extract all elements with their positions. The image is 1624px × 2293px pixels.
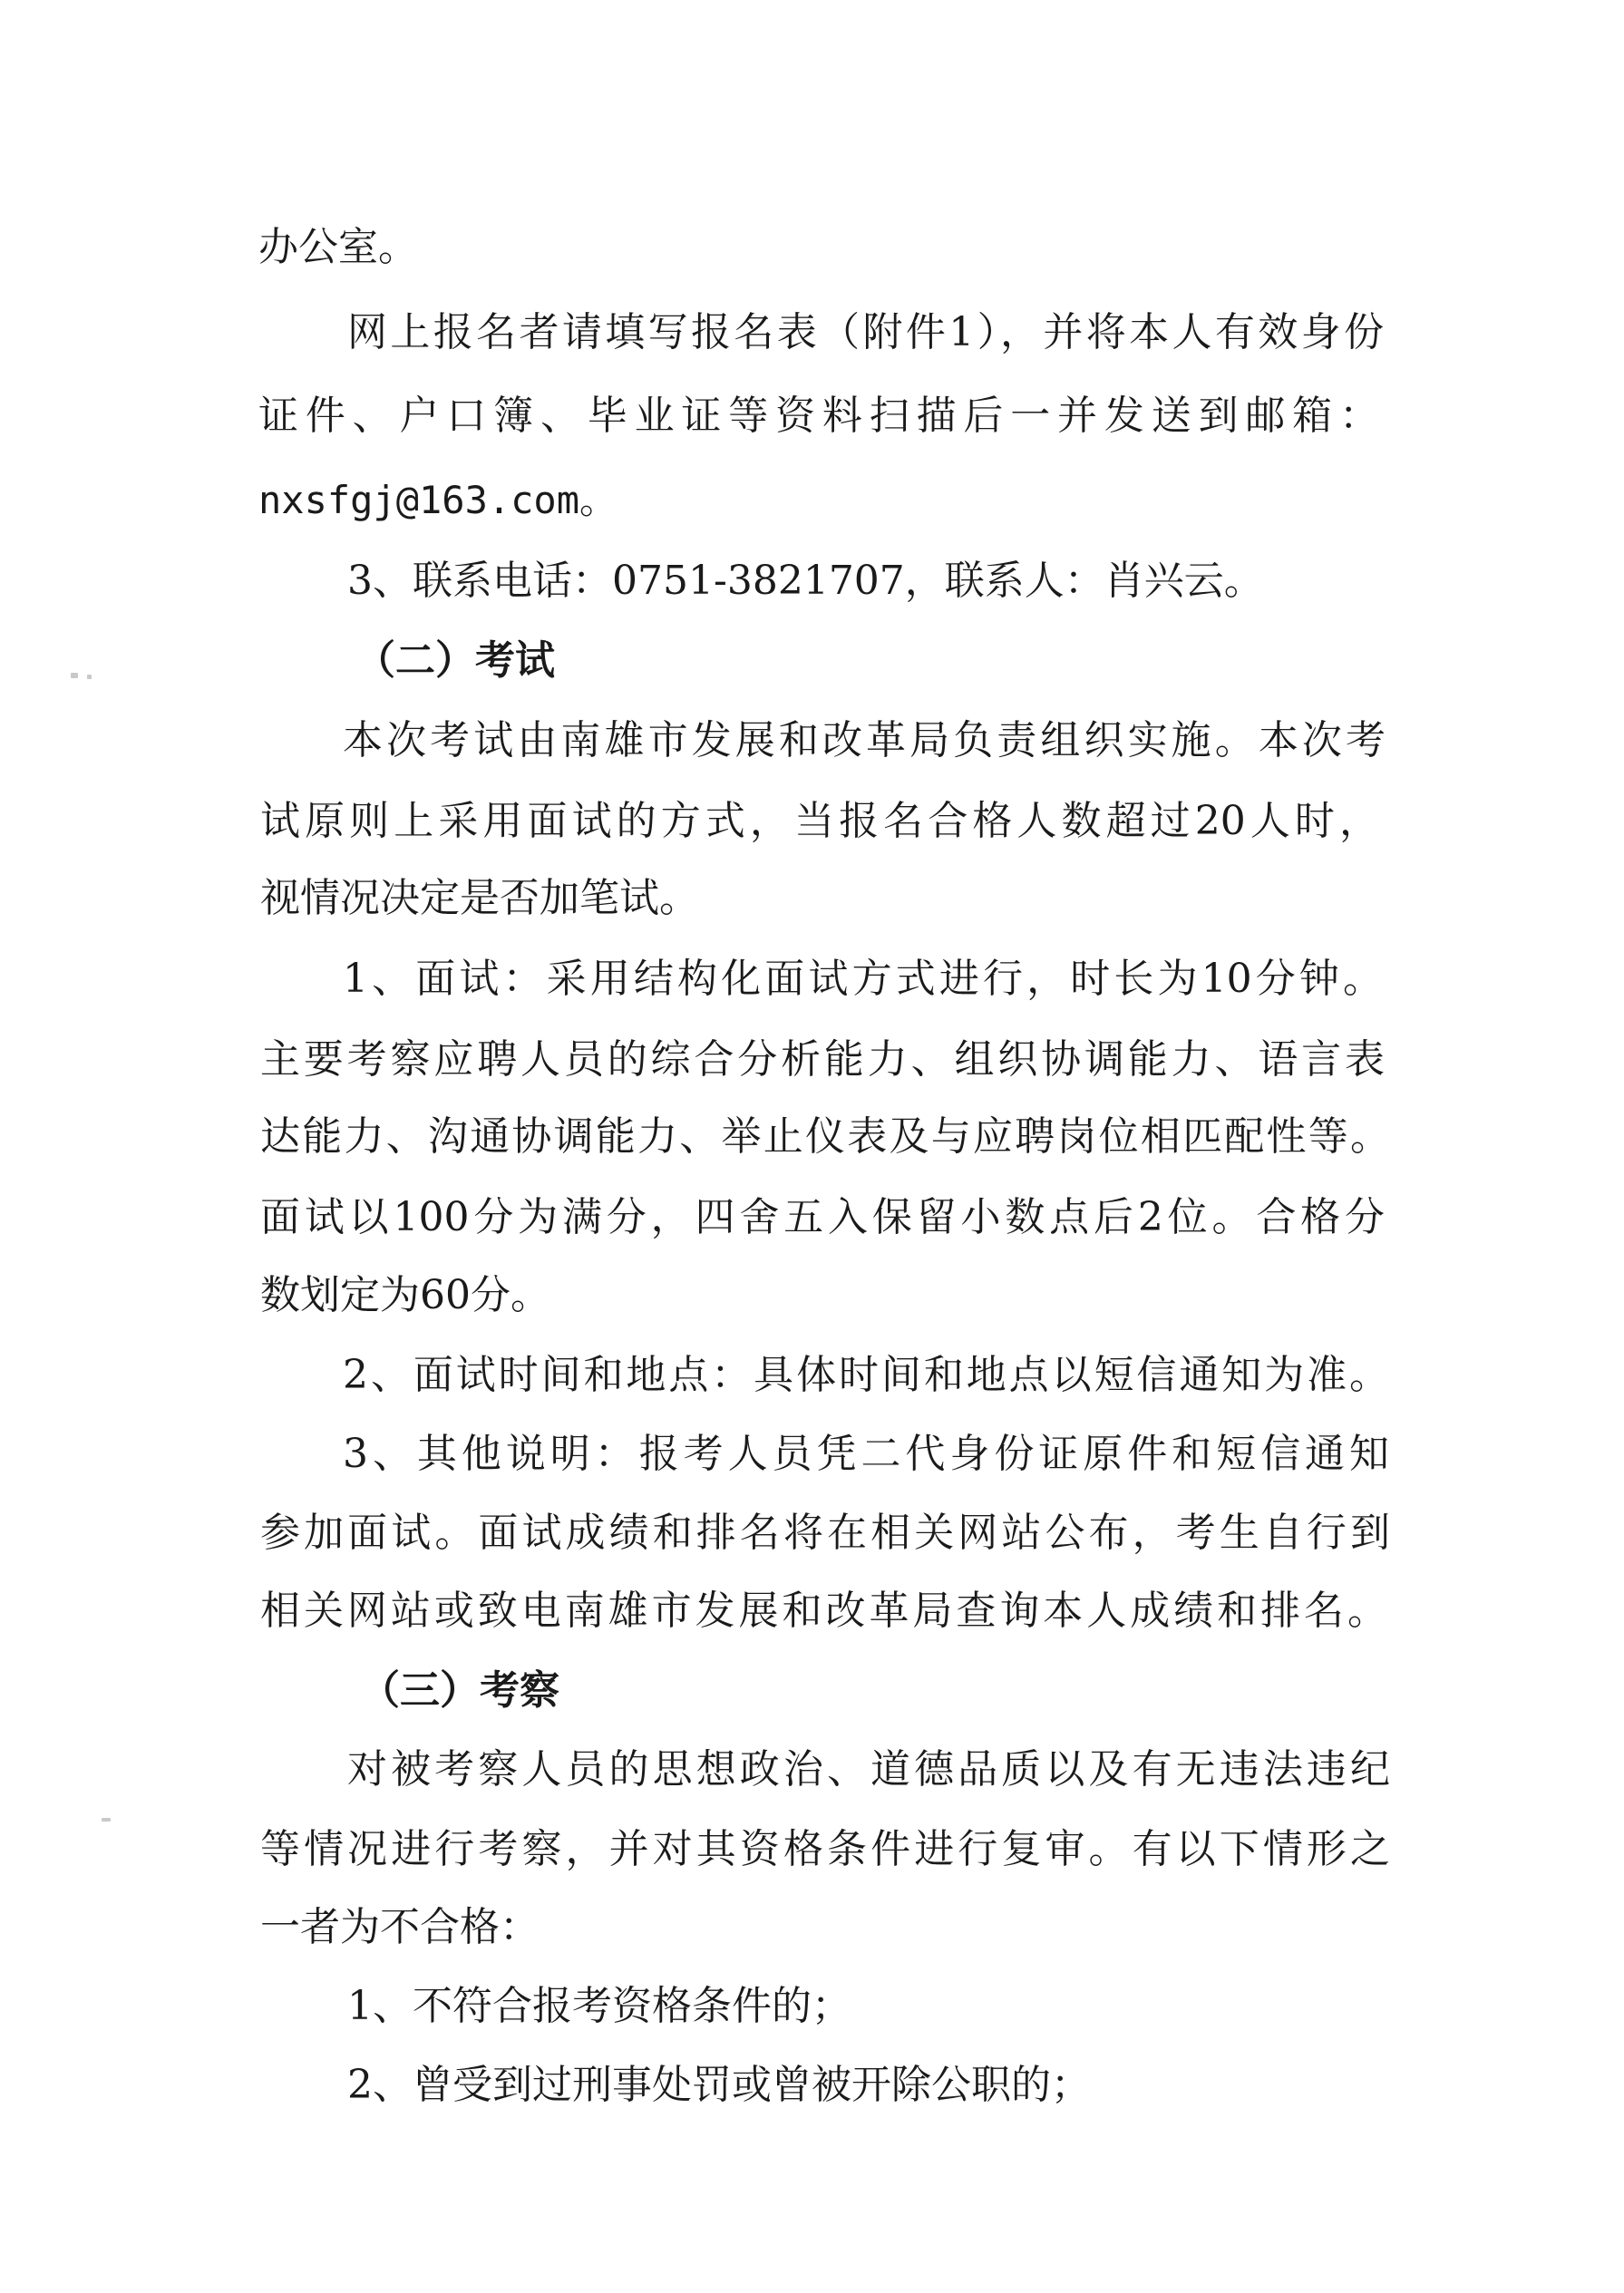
list-item: 2、曾受到过刑事处罚或曾被开除公职的； (347, 2062, 1091, 2108)
text-line: 2、面试时间和地点：具体时间和地点以短信通知为准。 (343, 1352, 1389, 1398)
text-line: 3、其他说明：报考人员凭二代身份证原件和短信通知 (343, 1431, 1389, 1477)
text-line: 视情况决定是否加笔试。 (260, 875, 699, 921)
text-line: 对被考察人员的思想政治、道德品质以及有无违法违纪 (347, 1746, 1390, 1793)
text-line: 本次考试由南雄市发展和改革局负责组织实施。本次考 (343, 717, 1386, 763)
text-line: 1、面试：采用结构化面试方式进行，时长为10分钟。 (343, 956, 1383, 1002)
text-line: 参加面试。面试成绩和排名将在相关网站公布，考生自行到 (260, 1510, 1390, 1556)
text-line: 证件、户口簿、毕业证等资料扫描后一并发送到邮箱： (258, 393, 1379, 439)
section-heading-inspection: （三）考察 (360, 1667, 559, 1714)
scan-speck (71, 673, 78, 678)
text-line: 面试以100分为满分，四舍五入保留小数点后2位。合格分 (260, 1194, 1385, 1240)
scan-speck (102, 1818, 111, 1822)
text-line: 相关网站或致电南雄市发展和改革局查询本人成绩和排名。 (260, 1588, 1387, 1634)
text-line: 主要考察应聘人员的综合分析能力、组织协调能力、语言表 (260, 1036, 1385, 1083)
scan-speck (87, 675, 92, 679)
email-address: nxsfgj@163.com。 (258, 478, 618, 522)
text-line: 等情况进行考察，并对其资格条件进行复审。有以下情形之 (260, 1826, 1390, 1872)
contact-line: 3、联系电话：0751-3821707，联系人：肖兴云。 (347, 558, 1264, 604)
text-line: 网上报名者请填写报名表（附件1），并将本人有效身份 (347, 309, 1384, 355)
text-line: 达能力、沟通协调能力、举止仪表及与应聘岗位相匹配性等。 (260, 1113, 1390, 1160)
section-heading-exam: （二）考试 (355, 637, 555, 684)
list-item: 1、不符合报考资格条件的； (347, 1983, 851, 2029)
text-line: 试原则上采用面试的方式，当报名合格人数超过20人时， (260, 798, 1379, 844)
text-line: 一者为不合格： (260, 1904, 540, 1950)
text-line: 数划定为60分。 (260, 1272, 550, 1318)
text-line: 办公室。 (258, 224, 418, 270)
